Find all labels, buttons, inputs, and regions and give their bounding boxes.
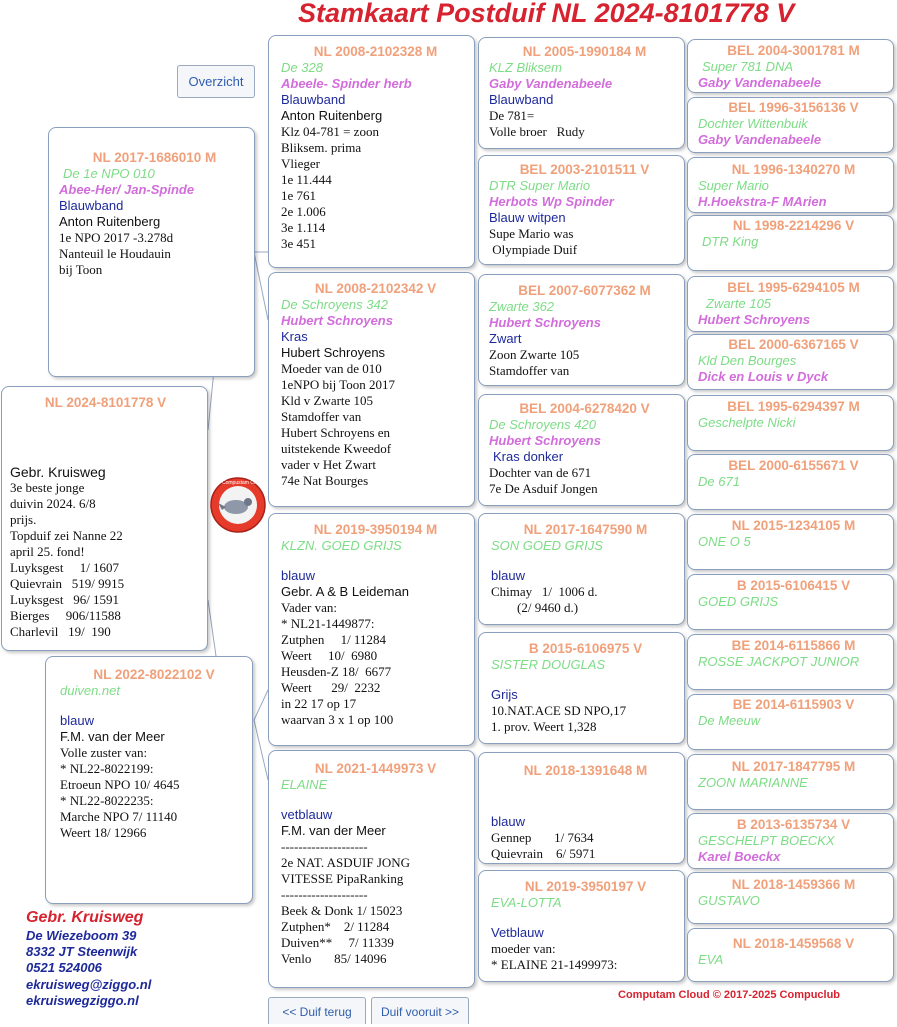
pigeon-note: uitstekende Kweedof — [281, 441, 392, 456]
pigeon-note: Heusden-Z 18/ 6677 — [281, 664, 392, 679]
gen3-card[interactable] — [478, 274, 685, 386]
pigeon-breed: H.Hoekstra-F MArien — [698, 194, 827, 209]
pigeon-color: Blauwband — [281, 92, 346, 107]
pigeon-note: 1e NPO 2017 -3.278d — [59, 230, 174, 245]
pigeon-note: moeder van: — [491, 941, 556, 956]
pigeon-note: Zutphen 1/ 11284 — [281, 632, 386, 647]
pigeon-note: Bliksem. prima — [281, 140, 362, 155]
pigeon-name: ONE O 5 — [698, 534, 751, 549]
pigeon-ring: NL 2018-1459568 V — [732, 936, 855, 951]
gen4-card[interactable] — [687, 574, 894, 630]
gen3-card[interactable] — [478, 513, 685, 625]
pigeon-owner: F.M. van der Meer — [60, 729, 165, 744]
pigeon-note: vader v Het Zwart — [281, 457, 376, 472]
gen4-card[interactable] — [687, 514, 894, 570]
pigeon-name: De 1e NPO 010 — [63, 166, 155, 181]
gen4-card[interactable] — [687, 454, 894, 510]
pigeon-name: SON GOED GRIJS — [491, 538, 603, 553]
pigeon-color: blauw — [281, 568, 315, 583]
pigeon-note: VITESSE PipaRanking — [281, 871, 404, 886]
pigeon-note: * NL22-8022199: — [60, 761, 154, 776]
pigeon-note: * NL22-8022235: — [60, 793, 154, 808]
pigeon-ring: B 2015-6106975 V — [528, 641, 643, 656]
gen2-card[interactable] — [268, 272, 475, 507]
pigeon-ring: NL 2019-3950197 V — [524, 879, 647, 894]
pigeon-ring: BEL 2004-3001781 M — [727, 43, 860, 58]
pigeon-note: * ELAINE 21-1499973: — [491, 957, 618, 972]
subject-ring: NL 2024-8101778 V — [44, 395, 167, 410]
pigeon-breed: Dick en Louis v Dyck — [698, 369, 829, 384]
pigeon-name: EVA — [698, 952, 724, 967]
pigeon-note: 2e NAT. ASDUIF JONG — [281, 855, 411, 870]
pigeon-note: Vader van: — [281, 600, 337, 615]
pigeon-name: duiven.net — [60, 683, 120, 698]
gen4-card[interactable] — [687, 395, 894, 451]
pigeon-note: Klz 04-781 = zoon — [281, 124, 379, 139]
pigeon-color: Blauwband — [489, 92, 554, 107]
pigeon-name: Geschelpte Nicki — [698, 415, 796, 430]
gen4-card[interactable] — [687, 215, 894, 271]
pigeon-ring: BEL 1995-6294397 M — [727, 399, 860, 414]
gen4-card[interactable] — [687, 157, 894, 213]
pigeon-ring: NL 2017-1686010 M — [92, 150, 217, 165]
pigeon-ring: BEL 2004-6278420 V — [519, 401, 650, 416]
pigeon-note: Vlieger — [281, 156, 320, 171]
pigeon-ring: BEL 2007-6077362 M — [518, 283, 651, 298]
pigeon-note: * NL21-1449877: — [281, 616, 375, 631]
pigeon-ring: NL 2008-2102342 V — [314, 281, 437, 296]
pigeon-name: DTR King — [702, 234, 759, 249]
copyright-footer: Computam Cloud © 2017-2025 Compuclub — [618, 989, 841, 1001]
pigeon-ring: NL 2021-1449973 V — [314, 761, 437, 776]
pigeon-ring: B 2015-6106415 V — [736, 578, 851, 593]
pigeon-ring: NL 2022-8022102 V — [93, 667, 215, 682]
pigeon-note: 3e 1.114 — [281, 220, 326, 235]
pigeon-note: -------------------- — [281, 887, 368, 902]
subject-note: april 25. fond! — [10, 544, 85, 559]
pigeon-color: blauw — [491, 814, 525, 829]
gen4-card[interactable] — [687, 334, 894, 390]
gen2-card[interactable] — [268, 35, 475, 268]
pigeon-note: Zoon Zwarte 105 — [489, 347, 580, 362]
pigeon-breed: Herbots Wp Spinder — [489, 194, 614, 209]
subject-note: Quievrain 519/ 9915 — [10, 576, 125, 591]
pigeon-breed: Abee-Her/ Jan-Spinde — [59, 182, 195, 197]
gen3-card[interactable] — [478, 752, 685, 864]
subject-note: prijs. — [10, 512, 37, 527]
pigeon-ring: BEL 2000-6367165 V — [728, 337, 859, 352]
pigeon-breed: Gaby Vandenabeele — [698, 132, 822, 147]
pigeon-name: GESCHELPT BOECKX — [698, 833, 835, 848]
pigeon-note: Duiven** 7/ 11339 — [281, 935, 394, 950]
gen3-card[interactable] — [478, 155, 685, 265]
pigeon-note: 7e De Asduif Jongen — [489, 481, 598, 496]
pigeon-ring: NL 1998-2214296 V — [732, 218, 855, 233]
pigeon-breed: Gaby Vandenabeele — [698, 75, 822, 90]
contact-email-alt[interactable]: ekruiswegziggo.nl — [26, 992, 139, 1008]
pigeon-ring: BEL 1996-3156136 V — [728, 100, 859, 115]
pigeon-note: Nanteuil le Houdauin — [59, 246, 171, 261]
pigeon-ring: BE 2014-6115866 M — [731, 638, 856, 653]
pigeon-color: Kras — [281, 329, 308, 344]
pigeon-note: -------------------- — [281, 839, 368, 854]
pigeon-name: De Meeuw — [698, 713, 761, 728]
pigeon-ring: BEL 2003-2101511 V — [519, 162, 650, 177]
pigeon-name: SISTER DOUGLAS — [491, 657, 606, 672]
pigeon-breed: Abeele- Spinder herb — [281, 76, 412, 91]
pigeon-note: De 781= — [489, 108, 535, 123]
pigeon-color: Grijs — [491, 687, 518, 702]
pigeon-note: Kld v Zwarte 105 — [281, 393, 374, 408]
pigeon-note: Venlo 85/ 14096 — [281, 951, 387, 966]
subject-note: Topduif zei Nanne 22 — [10, 528, 123, 543]
pigeon-note: Chimay 1/ 1006 d. — [491, 584, 598, 599]
pigeon-name: De 671 — [698, 474, 740, 489]
pigeon-name: EVA-LOTTA — [491, 895, 562, 910]
pigeon-ring: NL 2018-1459366 M — [731, 877, 856, 892]
pigeon-note: 3e 451 — [281, 236, 317, 251]
gen4-card[interactable] — [687, 97, 894, 153]
gen3-card[interactable] — [478, 632, 685, 744]
gen2-card[interactable] — [268, 513, 475, 746]
pigeon-name: Super Mario — [698, 178, 769, 193]
pigeon-breed: Hubert Schroyens — [698, 312, 810, 327]
subject-note: Bierges 906/11588 — [10, 608, 121, 623]
pigeon-note: Weert 10/ 6980 — [281, 648, 378, 663]
contact-city: 8332 JT Steenwijk — [26, 944, 138, 960]
pigeon-note: 1eNPO bij Toon 2017 — [281, 377, 396, 392]
pigeon-owner: F.M. van der Meer — [281, 823, 386, 838]
gen3-card[interactable] — [478, 394, 685, 506]
subject-note: Luyksgest 1/ 1607 — [10, 560, 120, 575]
pigeon-color: blauw — [60, 713, 94, 728]
pigeon-note: Etroeun NPO 10/ 4645 — [60, 777, 180, 792]
pigeon-name: De Schroyens 420 — [489, 417, 596, 432]
pigeon-color: Blauwband — [59, 198, 124, 213]
pigeon-note: Gennep 1/ 7634 — [491, 830, 594, 845]
pigeon-note: 1. prov. Weert 1,328 — [491, 719, 597, 734]
pigeon-ring: NL 2015-1234105 M — [731, 518, 856, 533]
pigeon-breed: Hubert Schroyens — [489, 433, 601, 448]
page-title: Stamkaart Postduif NL 2024-8101778 V — [298, 0, 795, 28]
pigeon-color: Blauw witpen — [489, 210, 566, 225]
pigeon-note: Beek & Donk 1/ 15023 — [281, 903, 403, 918]
subject-owner: Gebr. Kruisweg — [10, 464, 106, 480]
pigeon-note: Hubert Schroyens en — [281, 425, 391, 440]
gen4-card[interactable] — [687, 276, 894, 332]
gen4-card[interactable] — [687, 694, 894, 750]
pigeon-note: waarvan 3 x 1 op 100 — [281, 712, 394, 727]
pigeon-color: Zwart — [489, 331, 522, 346]
previous-pigeon-button[interactable]: << Duif terug — [268, 997, 366, 1024]
pigeon-name: GUSTAVO — [698, 893, 760, 908]
contact-name: Gebr. Kruisweg — [26, 909, 144, 926]
gen4-card[interactable] — [687, 39, 894, 93]
logo-text: Compustam Cloud — [222, 480, 264, 486]
gen2-card[interactable] — [268, 750, 475, 988]
pigeon-ring: NL 2017-1647590 M — [523, 522, 648, 537]
pigeon-name: Dochter Wittenbuik — [698, 116, 808, 131]
pigeon-name: DTR Super Mario — [489, 178, 591, 193]
pigeon-note: 1e 761 — [281, 188, 317, 203]
pigeon-color: Kras donker — [493, 449, 564, 464]
subject-note: duivin 2024. 6/8 — [10, 496, 96, 511]
pigeon-note: 2e 1.006 — [281, 204, 326, 219]
pigeon-note: Stamdoffer van — [489, 363, 570, 378]
pigeon-name: KLZN. GOED GRIJS — [281, 538, 402, 553]
gen1-dam-card[interactable] — [45, 656, 253, 904]
pigeon-name: Zwarte 362 — [489, 299, 555, 314]
pigeon-ring: B 2013-6135734 V — [736, 817, 851, 832]
pigeon-name: GOED GRIJS — [698, 594, 779, 609]
pigeon-breed: Hubert Schroyens — [489, 315, 601, 330]
pigeon-owner: Anton Ruitenberg — [281, 108, 383, 123]
pigeon-ring: BEL 1995-6294105 M — [727, 280, 860, 295]
pigeon-note: Zutphen* 2/ 11284 — [281, 919, 390, 934]
pigeon-color: Vetblauw — [491, 925, 544, 940]
compustam-logo — [208, 476, 268, 534]
gen4-card[interactable] — [687, 754, 894, 810]
pigeon-ring: NL 2017-1847795 M — [731, 759, 856, 774]
pigeon-name: Zwarte 105 — [706, 296, 772, 311]
gen4-card[interactable] — [687, 928, 894, 982]
pigeon-note: 10.NAT.ACE SD NPO,17 — [491, 703, 627, 718]
pigeon-note: Weert 18/ 12966 — [60, 825, 147, 840]
pigeon-note: Olympiade Duif — [489, 242, 578, 257]
next-pigeon-button[interactable]: Duif vooruit >> — [371, 997, 469, 1024]
pigeon-ring: NL 2019-3950194 M — [313, 522, 438, 537]
pigeon-owner: Anton Ruitenberg — [59, 214, 161, 229]
pigeon-breed: Hubert Schroyens — [281, 313, 393, 328]
pigeon-name: ROSSE JACKPOT JUNIOR — [698, 654, 860, 669]
pigeon-note: Volle zuster van: — [60, 745, 148, 760]
gen1-sire-card[interactable] — [48, 127, 255, 377]
gen4-card[interactable] — [687, 813, 894, 869]
pigeon-name: De 328 — [281, 60, 323, 75]
overview-button[interactable]: Overzicht — [177, 65, 255, 98]
gen3-card[interactable] — [478, 870, 685, 982]
pigeon-ring: NL 1996-1340270 M — [731, 162, 856, 177]
pigeon-note: Supe Mario was — [489, 226, 574, 241]
pigeon-note: in 22 17 op 17 — [281, 696, 357, 711]
pigeon-note: bij Toon — [59, 262, 103, 277]
subject-note: 3e beste jonge — [10, 480, 85, 495]
contact-email[interactable]: ekruisweg@ziggo.nl — [26, 976, 152, 992]
subject-note: Luyksgest 96/ 1591 — [10, 592, 120, 607]
pigeon-note: 1e 11.444 — [281, 172, 332, 187]
pigeon-breed: Karel Boeckx — [698, 849, 781, 864]
pigeon-ring: BEL 2000-6155671 V — [728, 458, 859, 473]
pigeon-note: Moeder van de 010 — [281, 361, 382, 376]
owner-contact — [26, 908, 151, 1009]
pigeon-name: De Schroyens 342 — [281, 297, 388, 312]
pigeon-ring: NL 2008-2102328 M — [313, 44, 438, 59]
pigeon-color: vetblauw — [281, 807, 333, 822]
pigeon-owner: Hubert Schroyens — [281, 345, 386, 360]
gen4-card[interactable] — [687, 872, 894, 924]
pigeon-note: Weert 29/ 2232 — [281, 680, 381, 695]
pigeon-note: Quievrain 6/ 5971 — [491, 846, 596, 861]
pigeon-breed: Gaby Vandenabeele — [489, 76, 613, 91]
pigeon-note: Volle broer Rudy — [489, 124, 585, 139]
gen4-card[interactable] — [687, 634, 894, 690]
pigeon-name: KLZ Bliksem — [489, 60, 562, 75]
contact-phone: 0521 524006 — [26, 960, 102, 976]
subject-card[interactable] — [1, 386, 208, 651]
pigeon-note: Stamdoffer van — [281, 409, 362, 424]
gen3-card[interactable] — [478, 37, 685, 149]
contact-street: De Wiezeboom 39 — [26, 928, 137, 943]
pigeon-note: Dochter van de 671 — [489, 465, 592, 480]
pigeon-name: ELAINE — [281, 777, 328, 792]
pigeon-note: (2/ 9460 d.) — [491, 600, 579, 615]
pigeon-color: blauw — [491, 568, 525, 583]
pigeon-name: Kld Den Bourges — [698, 353, 797, 368]
subject-note: Charlevil 19/ 190 — [10, 624, 111, 639]
pigeon-name: Super 781 DNA — [702, 59, 794, 74]
pigeon-name: ZOON MARIANNE — [698, 775, 808, 790]
pigeon-ring: NL 2005-1990184 M — [522, 44, 647, 59]
pigeon-owner: Gebr. A & B Leideman — [281, 584, 409, 599]
pigeon-note: Marche NPO 7/ 11140 — [60, 809, 178, 824]
pigeon-ring: NL 2018-1391648 M — [523, 763, 648, 778]
pigeon-note: 74e Nat Bourges — [281, 473, 369, 488]
pigeon-ring: BE 2014-6115903 V — [732, 697, 855, 712]
